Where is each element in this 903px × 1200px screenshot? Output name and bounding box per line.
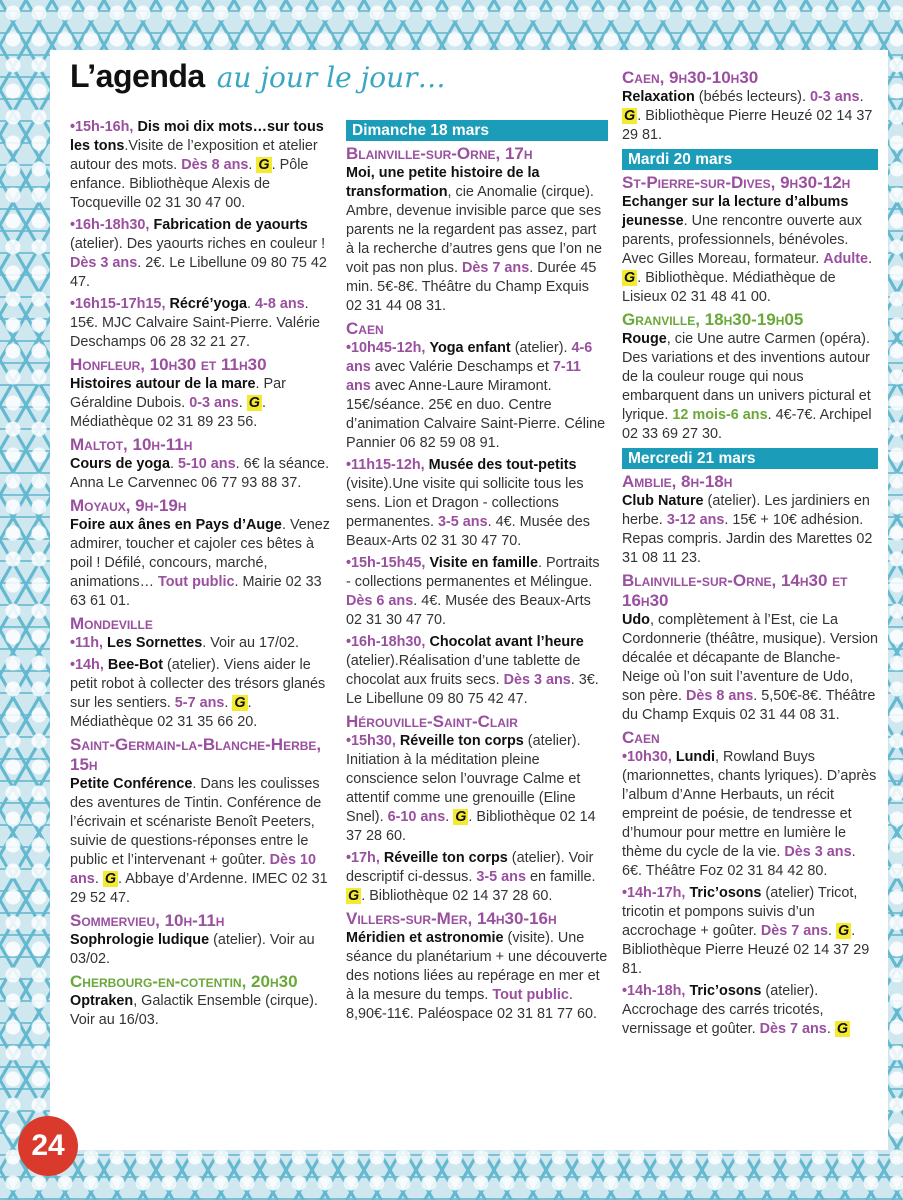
entry-text xyxy=(346,849,608,906)
free-badge: G xyxy=(248,395,260,411)
agenda-entry xyxy=(346,319,608,453)
event-description: (atelier). Des yaourts riches en couleur ! xyxy=(70,236,326,252)
event-title: Echanger sur la lecture d’albums jeunesse xyxy=(622,194,849,229)
event-description: (atelier).Réalisation d’une tablette de chocolat aux fruits secs. xyxy=(346,653,581,688)
event-description: . Par Géraldine Dubois. xyxy=(70,376,286,411)
free-badge: G xyxy=(104,871,117,887)
age-range: 0-3 ans xyxy=(189,395,239,411)
entry-text xyxy=(622,330,878,444)
age-range: Dès 10 ans xyxy=(70,852,317,887)
venue-heading: Caen xyxy=(346,319,384,338)
venue-heading: Honfleur, 10h30 et 11h30 xyxy=(70,355,267,374)
venue-heading: Mondeville xyxy=(70,614,153,633)
event-info: . 6€ la séance. Anna Le Carvennec 06 77 93 88 37. xyxy=(70,456,330,491)
agenda-entry xyxy=(70,118,332,213)
event-description: (atelier). Initiation à la méditation pleine conscience selon l’ouvrage Calme et attentif comme une grenouille (Eline Snel). xyxy=(346,733,581,825)
page-subtitle: au jour le jour… xyxy=(216,61,446,94)
agenda-entry xyxy=(622,982,878,1039)
free-badge: G xyxy=(836,1021,849,1037)
event-time: •15h-16h, xyxy=(70,119,134,135)
event-description: , cie Anomalie (cirque). Ambre, devenue invisible parce que ses parents ne la regardent pas assez, part à la recherche d’autres gens que l’on ne voit pas non plus. xyxy=(346,184,603,276)
age-range: Dès 7 ans xyxy=(759,1021,827,1037)
venue-heading: Amblie, 8h-18h xyxy=(622,472,733,491)
event-time: •10h45-12h, xyxy=(346,340,426,356)
age-range: 3-5 ans xyxy=(476,869,526,885)
venue-heading: Maltot, 10h-11h xyxy=(70,435,193,454)
page-number: 24 xyxy=(18,1116,78,1176)
entry-text xyxy=(70,516,332,611)
event-title: Yoga enfant xyxy=(429,340,511,356)
event-description: , Rowland Buys (marionnettes, chants lyriques). D’après l’album d’Anne Herbauts, un récit empreint de poésie, de tendresse et d’humour pour mettre en lumière le thème du cycle de la vie. xyxy=(622,749,877,860)
event-description: . Voir au 17/02. xyxy=(202,635,300,651)
event-time: •10h30, xyxy=(622,749,672,765)
event-description: , complètement à l’Est, cie La Cordonnerie (théâtre, musique). Version décalée et décapante de Blanche-Neige où l’on suit l’aventure de Udo, son père. xyxy=(622,612,878,704)
event-info: avec Valérie Deschamps et xyxy=(370,359,553,375)
age-range: 3-12 ans xyxy=(666,512,725,528)
event-title: Club Nature xyxy=(622,493,704,509)
event-info: . Bibliothèque Pierre Heuzé 02 14 37 29 81. xyxy=(622,108,873,143)
free-badge: G xyxy=(838,923,850,939)
agenda-entry xyxy=(346,849,608,906)
free-badge: G xyxy=(258,157,270,173)
column-2 xyxy=(346,116,608,1027)
entry-text: Relaxation (bébés lecteurs). 0-3 ans. G . Bibliothèque Pierre Heuzé 02 14 37 29 81. xyxy=(622,89,873,143)
event-description: (bébés lecteurs). xyxy=(694,89,810,105)
event-info: . xyxy=(828,923,837,939)
age-range: Dès 6 ans xyxy=(346,593,414,609)
age-range: 0-3 ans xyxy=(809,89,860,105)
event-title: Optraken xyxy=(70,993,134,1009)
age-range: Dès 8 ans xyxy=(686,688,754,704)
event-title: Sophrologie ludique xyxy=(70,932,210,948)
entry-text xyxy=(346,164,608,316)
event-title: Cours de yoga xyxy=(70,456,170,472)
agenda-entry xyxy=(70,295,332,352)
event-time: •15h-15h45, xyxy=(346,555,426,571)
event-description: . xyxy=(247,296,256,312)
free-badge: G xyxy=(624,270,636,286)
day-header: Dimanche 18 mars xyxy=(346,120,608,141)
entry-text xyxy=(346,929,608,1024)
venue-heading: Caen xyxy=(622,728,660,747)
event-info: . Médiathèque 02 31 89 23 56. xyxy=(70,395,266,430)
event-info: . Bibliothèque 02 14 37 28 60. xyxy=(361,888,553,904)
entry-text xyxy=(622,492,878,568)
age-range: 6-10 ans xyxy=(387,809,446,825)
event-info: . Mairie 02 33 63 61 01. xyxy=(70,574,322,609)
event-time: •11h15-12h, xyxy=(346,457,425,473)
event-description: , Galactik Ensemble (cirque). Voir au 16/03. xyxy=(70,993,318,1028)
event-description: . xyxy=(169,456,178,472)
agenda-entry xyxy=(346,712,608,846)
entry-text xyxy=(346,456,608,551)
entry-text: •15h30, Réveille ton corps (atelier). Initiation à la méditation pleine conscience selon l’ouvrage Calme et attentif comme une grenouille (Eline Snel). 6-10 ans. G . Bibliothèque 02 14 37 28 60. xyxy=(346,733,596,844)
venue-heading: Sommervieu, 10h-11h xyxy=(70,911,225,930)
event-info: . 5,50€-8€. Théâtre du Champ Exquis 02 31 44 08 31. xyxy=(622,688,876,723)
event-title: Visite en famille xyxy=(429,555,538,571)
entry-text xyxy=(70,295,332,352)
agenda-entry xyxy=(346,144,608,316)
event-title: Lundi xyxy=(675,749,716,765)
event-time: •15h30, xyxy=(346,733,396,749)
free-badge: G xyxy=(624,108,636,124)
venue-heading: Villers-sur-Mer, 14h30-16h xyxy=(346,909,557,928)
event-info: en famille. xyxy=(525,869,596,885)
event-description: (atelier). Les jardiniers en herbe. xyxy=(622,493,870,528)
entry-text xyxy=(70,992,332,1030)
event-time: •14h, xyxy=(70,657,104,673)
event-description: (atelier). xyxy=(510,340,572,356)
event-info: . xyxy=(826,1021,835,1037)
event-info: . Bibliothèque. Médiathèque de Lisieux 02 31 48 41 00. xyxy=(622,270,836,305)
event-info: . Abbaye d’Ardenne. IMEC 02 31 29 52 47. xyxy=(70,871,328,906)
age-range: 7-11 ans xyxy=(346,359,581,394)
event-description: (atelier). Voir au 03/02. xyxy=(70,932,315,967)
free-badge: G xyxy=(455,809,467,825)
age-range: Dès 3 ans xyxy=(503,672,571,688)
free-badge: G xyxy=(348,888,360,904)
event-title: Méridien et astronomie xyxy=(346,930,504,946)
entry-text xyxy=(346,554,608,630)
event-title: Udo xyxy=(622,612,650,628)
page-title: L’agenda xyxy=(70,58,205,94)
agenda-entry xyxy=(70,972,332,1030)
event-title: Petite Conférence xyxy=(70,776,193,792)
venue-heading: Saint-Germain-la-Blanche-Herbe, 15h xyxy=(70,735,322,774)
entry-text xyxy=(346,339,608,453)
entry-text xyxy=(622,982,878,1039)
event-description: (atelier). Accrochage des carrés tricotés, vernissage et goûter. xyxy=(622,983,824,1037)
entry-text xyxy=(346,633,608,709)
age-range: Dès 7 ans xyxy=(462,260,530,276)
agenda-entry xyxy=(622,571,878,725)
age-range: 3-5 ans xyxy=(438,514,488,530)
age-range: Dès 8 ans xyxy=(181,157,249,173)
age-range: Dès 3 ans xyxy=(70,255,138,271)
entry-text xyxy=(70,634,332,653)
event-title: Chocolat avant l’heure xyxy=(429,634,584,650)
age-range: 4-8 ans xyxy=(255,296,305,312)
column-1 xyxy=(70,118,332,1033)
event-title: Histoires autour de la mare xyxy=(70,376,256,392)
day-header: Mercredi 21 mars xyxy=(622,448,878,469)
event-info: . 15€. MJC Calvaire Saint-Pierre. Valérie Deschamps 06 28 32 21 27. xyxy=(70,296,321,350)
venue-heading: Blainville-sur-Orne, 17h xyxy=(346,144,533,163)
event-info: . Bibliothèque Pierre Heuzé 02 14 37 29 81. xyxy=(622,923,870,977)
event-info: . 2€. Le Libellune 09 80 75 42 47. xyxy=(70,255,327,290)
event-title: Relaxation xyxy=(622,89,695,105)
event-title: Bee-Bot xyxy=(107,657,164,673)
venue-heading: Hérouville-Saint-Clair xyxy=(346,712,518,731)
event-description: (atelier). Viens aider le petit robot à collecter des trésors glanés sur les sentiers. xyxy=(70,657,326,711)
event-title: Musée des tout-petits xyxy=(428,457,577,473)
event-title: Réveille ton corps xyxy=(399,733,524,749)
event-info: avec Anne-Laure Miramont. 15€/séance. 25€ en duo. Centre d’animation Calvaire Saint-Pierre. Céline Pannier 06 82 59 08 91. xyxy=(346,378,606,451)
agenda-header xyxy=(70,58,446,104)
event-description: , cie Une autre Carmen (opéra). Des variations et des inventions autour de la couleur rouge qui nous embarquent dans un univers pictural et lyrique. xyxy=(622,331,871,423)
venue-heading: Granville, 18h30-19h05 xyxy=(622,310,804,329)
event-description: (atelier). Voir descriptif ci-dessus. xyxy=(346,850,594,885)
entry-text: Echanger sur la lecture d’albums jeunesse. Une rencontre ouverte aux parents, professionnels, bénévoles. Avec Gilles Moreau, formateur. Adulte. G . Bibliothèque. Médiathèque de Lisieux 02 31 48 41 00. xyxy=(622,194,873,305)
age-range: 4-6 ans xyxy=(346,340,593,375)
event-title: Fabrication de yaourts xyxy=(153,217,308,233)
entry-text xyxy=(70,455,332,493)
agenda-entry xyxy=(70,911,332,969)
venue-heading: Moyaux, 9h-19h xyxy=(70,496,187,515)
event-time: •17h, xyxy=(346,850,380,866)
agenda-entry xyxy=(622,884,878,979)
event-time: •16h-18h30, xyxy=(346,634,426,650)
agenda-entry xyxy=(70,735,332,908)
free-badge: G xyxy=(234,695,246,711)
entry-text xyxy=(70,931,332,969)
event-info: . 4€. Musée des Beaux-Arts 02 31 30 47 70. xyxy=(346,593,591,628)
event-info: . Médiathèque 02 31 35 66 20. xyxy=(70,695,258,730)
event-description: (visite).Une visite qui sollicite tous les sens. Lion et Dragon - collections permanentes. xyxy=(346,476,584,530)
agenda-entry xyxy=(346,633,608,709)
entry-text: Histoires autour de la mare. Par Géraldine Dubois. 0-3 ans. G . Médiathèque 02 31 89 23 56. xyxy=(70,376,286,430)
event-title: Réveille ton corps xyxy=(383,850,508,866)
agenda-entry xyxy=(70,435,332,493)
entry-text xyxy=(622,884,878,979)
agenda-entry xyxy=(346,909,608,1024)
venue-heading: Caen, 9h30-10h30 xyxy=(622,68,759,87)
event-title: Les Sornettes xyxy=(107,635,203,651)
event-time: •16h15-17h15, xyxy=(70,296,166,312)
age-range: Adulte xyxy=(823,251,869,267)
event-title: Moi, une petite histoire de la transformation xyxy=(346,165,540,200)
event-time: •11h, xyxy=(70,635,104,651)
event-title: Tric’osons xyxy=(689,885,762,901)
venue-heading: Blainville-sur-Orne, 14h30 et 16h30 xyxy=(622,571,848,610)
age-range: Dès 3 ans xyxy=(784,844,852,860)
venue-heading: Cherbourg-en-cotentin, 20h30 xyxy=(70,972,298,991)
venue-heading: St-Pierre-sur-Dives, 9h30-12h xyxy=(622,173,851,192)
agenda-entry xyxy=(622,68,878,145)
event-info: . 15€ + 10€ adhésion. Repas compris. Jardin des Marettes 02 31 08 11 23. xyxy=(622,512,873,566)
event-description: . Venez admirer, toucher et cajoler ces bêtes à poil ! Défilé, concours, marché, animations… xyxy=(70,517,330,590)
event-description: . Une rencontre ouverte aux parents, professionnels, bénévoles. Avec Gilles Moreau, formateur. xyxy=(622,213,862,267)
age-range: Tout public xyxy=(157,574,235,590)
event-info: . 4€. Musée des Beaux-Arts 02 31 30 47 70. xyxy=(346,514,591,549)
agenda-entry xyxy=(622,310,878,444)
agenda-entry xyxy=(346,456,608,551)
age-range: Dès 7 ans xyxy=(760,923,829,939)
agenda-entry xyxy=(622,173,878,307)
event-info: . 6€. Théâtre Foz 02 31 84 42 80. xyxy=(622,844,856,879)
event-description: .Visite de l’exposition et atelier autour des mots. xyxy=(70,138,318,173)
agenda-entry xyxy=(70,656,332,732)
event-info: . 3€. Le Libellune 09 80 75 42 47. xyxy=(346,672,599,707)
agenda-entry xyxy=(622,472,878,568)
event-title: Dis moi dix mots…sur tous les tons xyxy=(70,119,324,154)
agenda-entry xyxy=(622,728,878,881)
event-description: (atelier) Tricot, tricotin et pompons suivis d’un accrochage + goûter. xyxy=(622,885,858,939)
column-3 xyxy=(622,66,878,1042)
event-time: •14h-18h, xyxy=(622,983,686,999)
event-title: Foire aux ânes en Pays d’Auge xyxy=(70,517,282,533)
event-info: . 4€-7€. Archipel 02 33 69 27 30. xyxy=(622,407,872,442)
agenda-entry xyxy=(70,355,332,432)
entry-text xyxy=(622,611,878,725)
event-description: . Portraits - collections permanentes et Mélingue. xyxy=(346,555,600,590)
event-title: Récré’yoga xyxy=(169,296,248,312)
agenda-entry xyxy=(70,216,332,292)
event-info: . Pôle enfance. Bibliothèque Alexis de Tocqueville 02 31 30 47 00. xyxy=(70,157,309,211)
entry-text: Petite Conférence. Dans les coulisses des aventures de Tintin. Conférence de l’écrivain et scénariste Benoît Peeters, suivie de questions-réponses entre le public et l’intervenant + goûter. Dès 10 ans. G . Abbaye d’Ardenne. IMEC 02 31 29 52 47. xyxy=(70,776,328,906)
age-range: 5-10 ans xyxy=(177,456,236,472)
agenda-entry xyxy=(346,554,608,630)
event-info: . Durée 45 min. 5€-8€. Théâtre du Champ Exquis 02 31 44 08 31. xyxy=(346,260,597,314)
agenda-entry xyxy=(70,496,332,611)
agenda-entry xyxy=(70,614,332,653)
event-title: Rouge xyxy=(622,331,667,347)
event-info: . 8,90€-11€. Paléospace 02 31 81 77 60. xyxy=(346,987,597,1022)
event-info: . Bibliothèque 02 14 37 28 60. xyxy=(346,809,596,844)
event-title: Tric’osons xyxy=(689,983,762,999)
event-time: •14h-17h, xyxy=(622,885,686,901)
entry-text xyxy=(622,748,878,881)
age-range: 5-7 ans xyxy=(174,695,225,711)
event-description: . Dans les coulisses des aventures de Tintin. Conférence de l’écrivain et scénariste Benoît Peeters, suivie de questions-réponses entre le public et l’intervenant + goûter. xyxy=(70,776,322,868)
age-range: Tout public xyxy=(492,987,569,1003)
event-time: •16h-18h30, xyxy=(70,217,150,233)
entry-text xyxy=(70,216,332,292)
entry-text: •15h-16h, Dis moi dix mots…sur tous les tons.Visite de l’exposition et atelier autour des mots. Dès 8 ans. G . Pôle enfance. Bibliothèque Alexis de Tocqueville 02 31 30 47 00. xyxy=(70,119,324,211)
event-description: (visite). Une séance du planétarium + une découverte des notions liées au repérage en mer et à la mesure du temps. xyxy=(346,930,608,1003)
age-range: 12 mois-6 ans xyxy=(672,407,768,423)
day-header: Mardi 20 mars xyxy=(622,149,878,170)
entry-text: •14h, Bee-Bot (atelier). Viens aider le petit robot à collecter des trésors glanés sur les sentiers. 5-7 ans. G . Médiathèque 02 31 35 66 20. xyxy=(70,657,326,730)
